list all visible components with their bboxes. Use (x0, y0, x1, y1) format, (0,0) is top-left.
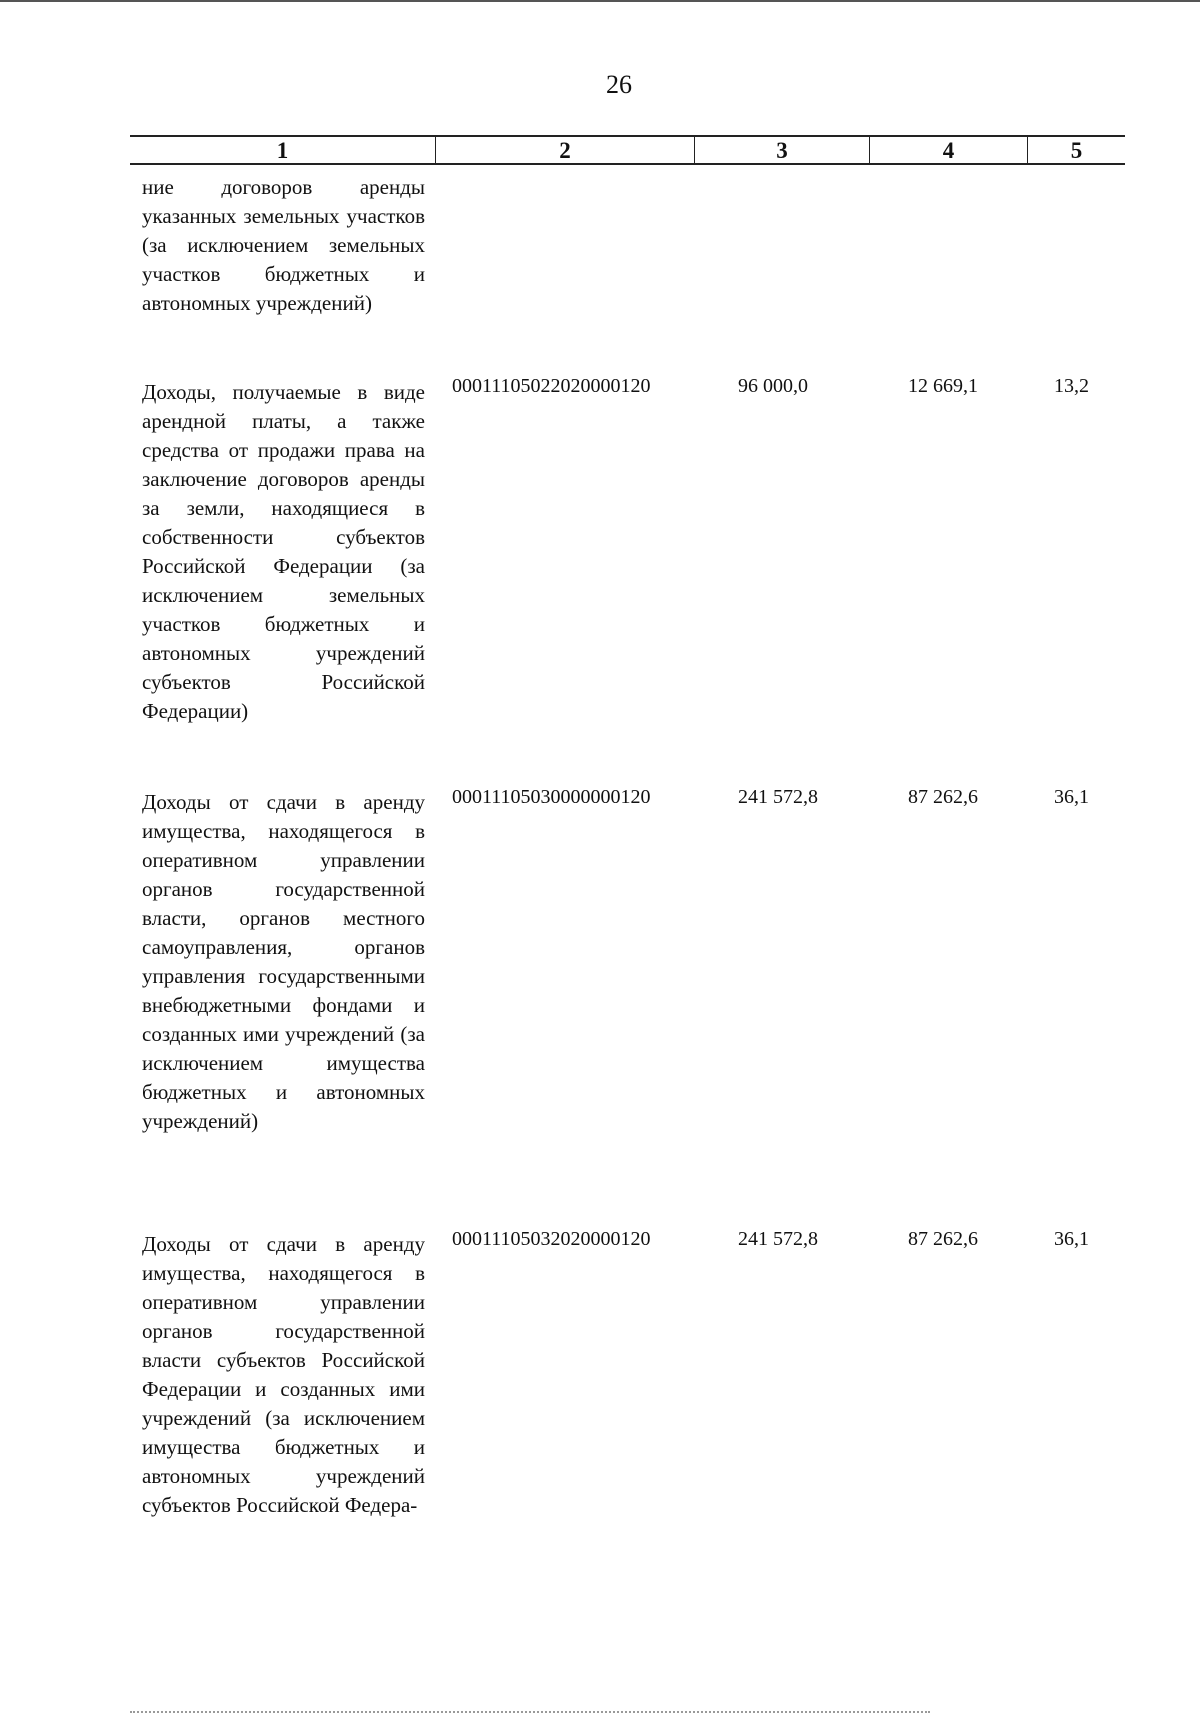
column-header-1: 1 (276, 138, 289, 163)
row-value-5: 36,1 (1054, 1228, 1089, 1250)
row-description: Доходы от сдачи в аренду имущества, находящегося в оперативном управлении органов государственной власти, органов местного самоуправления, органов управления государственными внебюджетными фондами и созданных ими учреждений (за исключением имущества бюджетных и автономных учреждений) (142, 790, 425, 1133)
page-number: 26 (606, 70, 632, 99)
row-value-4: 12 669,1 (908, 375, 978, 397)
row-code: 00011105022020000120 (452, 375, 651, 397)
row-value-3: 96 000,0 (738, 375, 808, 397)
row-code: 00011105032020000120 (452, 1228, 651, 1250)
scan-edge-bottom (130, 1711, 930, 1714)
row-description: Доходы от сдачи в аренду имущества, находящегося в оперативном управлении органов государственной власти субъектов Российской Федерации и созданных ими учреждений (за исключением имущества бюджетных и автономных учреждений субъектов Российской Федера- (142, 1232, 425, 1517)
column-header-4: 4 (869, 137, 1027, 163)
row-code: 00011105030000000120 (452, 786, 651, 808)
row-value-5: 36,1 (1054, 786, 1089, 808)
column-header-2: 2 (435, 137, 694, 163)
row-description: ние договоров аренды указанных земельных участков (за исключением земельных участков бюджетных и автономных учреждений) (142, 175, 425, 315)
table-header (130, 135, 1125, 165)
row-value-4: 87 262,6 (908, 1228, 978, 1250)
row-value-4: 87 262,6 (908, 786, 978, 808)
column-header-5: 5 (1027, 137, 1125, 163)
row-description: Доходы, получаемые в виде арендной платы, а также средства от продажи права на заключение договоров аренды за земли, находящиеся в собственности субъектов Российской Федерации (за исключением земельных участков бюджетных и автономных учреждений субъектов Российской Федерации) (142, 380, 425, 723)
row-value-3: 241 572,8 (738, 786, 818, 808)
scan-edge-top (0, 0, 1200, 2)
row-value-3: 241 572,8 (738, 1228, 818, 1250)
column-header-3: 3 (694, 137, 869, 163)
row-value-5: 13,2 (1054, 375, 1089, 397)
